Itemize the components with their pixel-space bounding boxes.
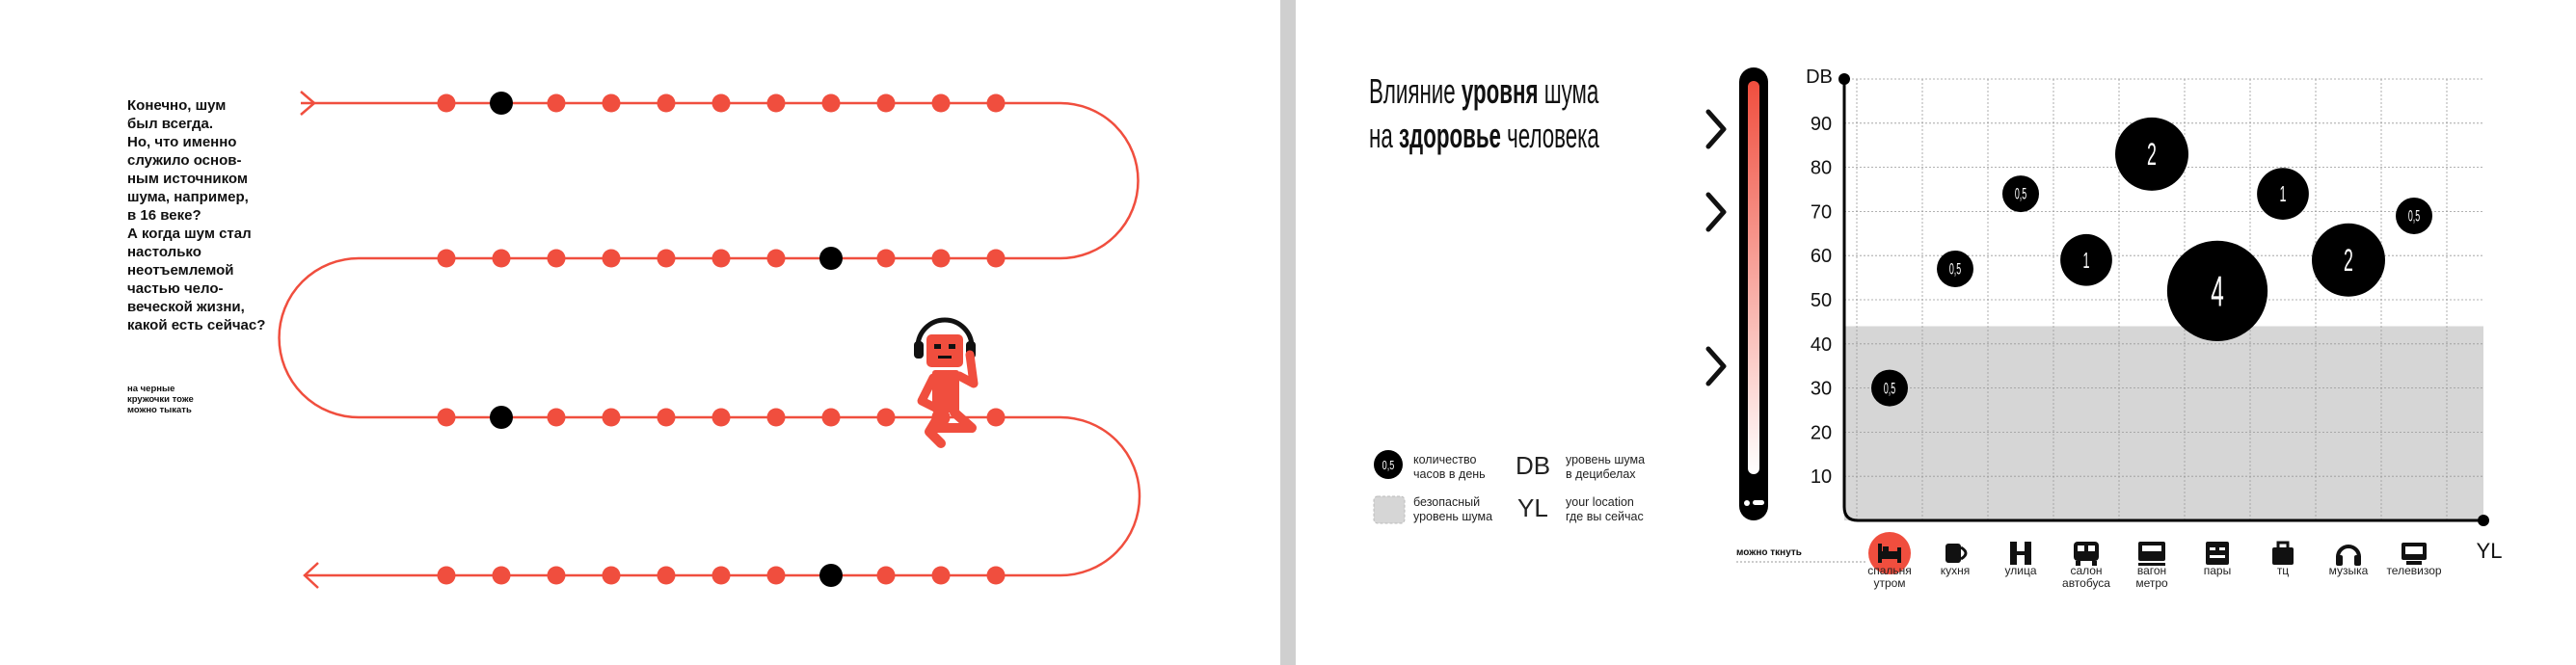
category-label[interactable]: телевизор [2386,564,2442,577]
y-tick-label: 50 [1810,290,1833,311]
chevron-right-icon[interactable] [1708,195,1724,229]
tv-icon[interactable] [2402,543,2427,565]
chevron-right-icon[interactable] [1708,349,1724,384]
y-tick-label: 40 [1810,333,1833,356]
intro-line: частью чело- [127,280,224,297]
title-line-1: Влияние уровня шума [1369,71,1599,111]
intro-line: ным источником [127,171,248,187]
axis-y-end [1838,73,1850,85]
intro-line: А когда шум стал [127,226,252,242]
noise-level-meter[interactable] [1739,67,1768,520]
intro-line: служило основ- [127,152,242,169]
legend-db-key: DB [1516,451,1551,480]
intro-line: в 16 веке? [127,207,201,224]
y-tick-label: 10 [1810,466,1833,489]
hint-line: на черные [127,384,175,394]
intro-line: шума, например, [127,189,249,205]
bubble-label: 0,5 [1948,259,1962,279]
category-label[interactable]: пары [2203,564,2232,577]
legend-swatches [1374,450,1405,523]
bubble-label: 1 [2279,181,2287,207]
lecture-icon[interactable] [2206,542,2229,565]
plot-area [1844,326,2483,520]
safe-zone [1844,326,2483,520]
title-line-2: на здоровье человека [1369,116,1599,155]
y-tick-label: 20 [1810,422,1833,444]
bubble-label: 0,5 [2014,184,2027,203]
street-icon[interactable] [2010,542,2031,565]
intro-line: какой есть сейчас? [127,317,266,333]
category-label[interactable]: салон автобуса [2062,564,2110,590]
chevron-right-icon[interactable] [1708,112,1724,146]
bubble-label: 2 [2344,242,2353,279]
y-tick-label: 70 [1810,201,1833,224]
headphones-icon[interactable] [2336,546,2361,566]
legend-yl: your location где вы сейчас [1566,495,1644,523]
axis-x-end [2478,515,2489,526]
hint-line: кружочки тоже [127,394,194,405]
legend-safe: безопасный уровень шума [1413,495,1493,523]
legend-hours: количество часов в день [1413,453,1486,481]
intro-line: был всегда. [127,116,214,132]
bubble-label: 2 [2147,136,2157,173]
intro-line: Но, что именно [127,134,237,150]
hint-line: можно тыкать [127,405,192,415]
bubble-label: 0,5 [2407,206,2421,226]
legend-bubble-label: 0,5 [1382,459,1395,473]
legend-safe-swatch [1374,496,1405,523]
y-tick-label: 60 [1810,246,1833,268]
category-label[interactable]: вагон метро [2135,564,2168,590]
category-label[interactable]: музыка [2328,564,2369,577]
y-tick-label: 30 [1810,378,1833,400]
bubble-label: 0,5 [1883,379,1896,397]
bubble-label: 1 [2082,247,2090,273]
category-label[interactable]: спальня утром [1867,564,1912,590]
category-label[interactable]: тц [2276,564,2290,577]
category-label[interactable]: улица [2004,564,2037,577]
y-ticks [1811,114,1832,488]
legend-yl-key: YL [1517,493,1548,522]
x-axis-label: YL [2476,539,2503,563]
kettle-icon[interactable] [1945,544,1966,563]
legend-db: уровень шума в децибелах [1566,453,1646,481]
nav-arrows [1708,112,1724,384]
shopping-bag-icon[interactable] [2272,543,2294,565]
bus-icon[interactable] [2074,542,2099,566]
intro-line: веческой жизни, [127,299,245,315]
intro-line: Конечно, шум [127,97,227,114]
category-label[interactable]: кухня [1940,564,1971,577]
metro-icon[interactable] [2138,542,2165,566]
y-tick-label: 80 [1810,157,1833,179]
y-tick-label: 90 [1810,113,1833,135]
bubble-label: 4 [2211,267,2224,316]
intro-line: настолько [127,244,201,260]
tap-hint: можно ткнуть [1736,547,1802,558]
intro-line: неотъемлемой [127,262,234,279]
y-axis-label: DB [1806,66,1833,88]
